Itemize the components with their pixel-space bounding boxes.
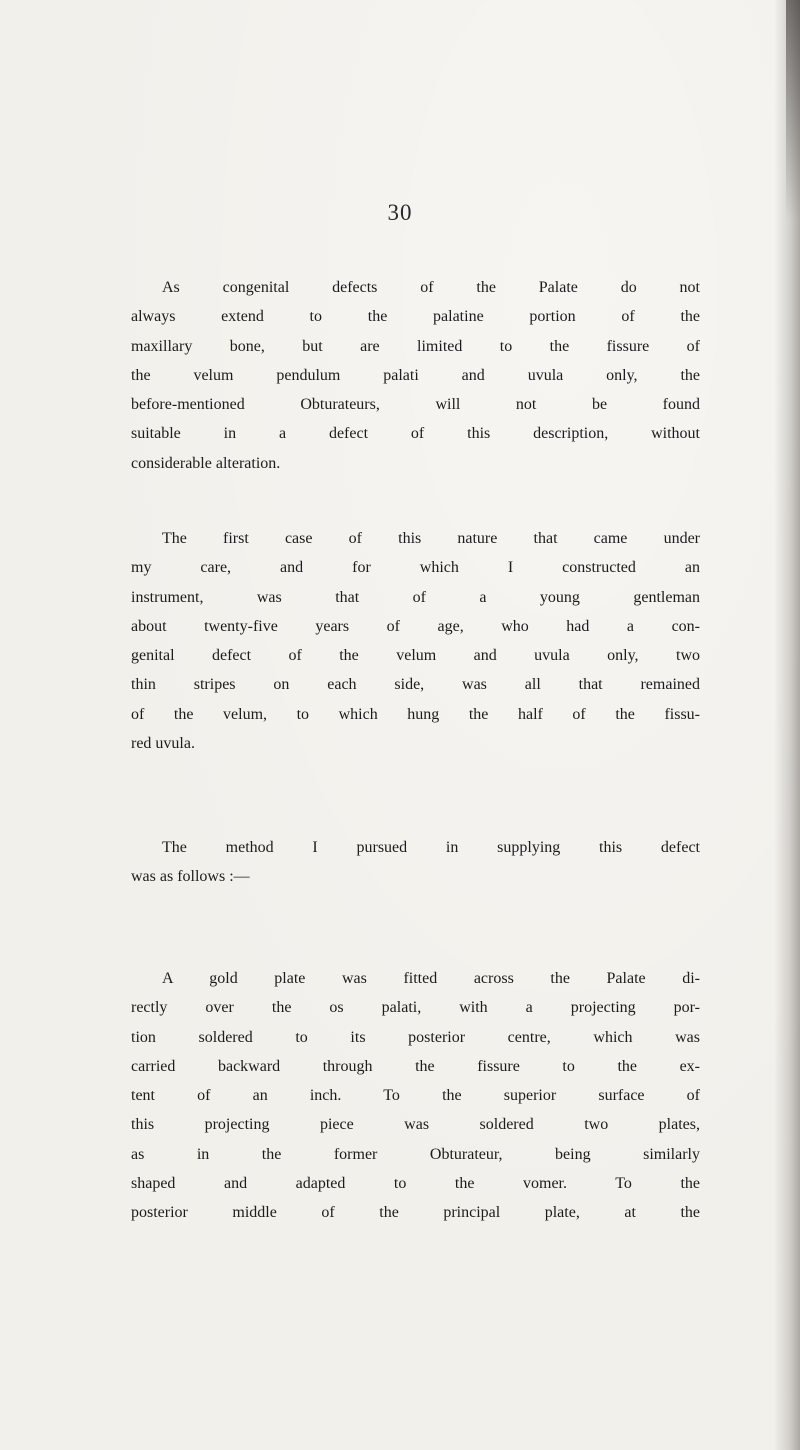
- paragraph-1: [131, 279, 700, 484]
- text-line: tent of an inch. To the superior surface of: [131, 1087, 700, 1105]
- text-line: of the velum, to which hung the half of the fissu-: [131, 705, 700, 723]
- text-line: instrument, was that of a young gentleman: [131, 588, 700, 606]
- paragraph-2: [131, 530, 700, 764]
- text-line: my care, and for which I constructed an: [131, 559, 700, 577]
- text-line: The first case of this nature that came under: [162, 530, 700, 547]
- page-edge-shadow-top: [786, 0, 800, 220]
- text-line: shaped and adapted to the vomer. To the: [131, 1175, 700, 1193]
- text-line: The method I pursued in supplying this defect: [162, 839, 700, 856]
- text-line: suitable in a defect of this description, without: [131, 425, 700, 443]
- text-line: A gold plate was fitted across the Palate di-: [162, 970, 700, 987]
- text-line: always extend to the palatine portion of the: [131, 308, 700, 326]
- text-line: as in the former Obturateur, being similarly: [131, 1145, 700, 1163]
- text-line: the velum pendulum palati and uvula only, the: [131, 366, 700, 384]
- text-line: this projecting piece was soldered two plates,: [131, 1116, 700, 1134]
- text-line: carried backward through the fissure to the ex-: [131, 1057, 700, 1075]
- paragraph-4: [131, 970, 700, 1234]
- text-line: tion soldered to its posterior centre, which was: [131, 1028, 700, 1046]
- text-line: maxillary bone, but are limited to the fissure of: [131, 337, 700, 355]
- text-line: before-mentioned Obturateurs, will not be found: [131, 396, 700, 414]
- text-line: As congenital defects of the Palate do not: [162, 279, 700, 296]
- text-line: red uvula.: [131, 735, 195, 753]
- text-line: rectly over the os palati, with a projecting por-: [131, 999, 700, 1017]
- paragraph-3: [131, 839, 700, 898]
- text-line: about twenty-five years of age, who had a con-: [131, 617, 700, 635]
- text-line: thin stripes on each side, was all that remained: [131, 676, 700, 694]
- text-line: genital defect of the velum and uvula only, two: [131, 647, 700, 665]
- text-line: considerable alteration.: [131, 454, 281, 472]
- text-line: posterior middle of the principal plate, at the: [131, 1204, 700, 1222]
- page-number: 30: [387, 200, 413, 225]
- text-line: was as follows :—: [131, 868, 250, 886]
